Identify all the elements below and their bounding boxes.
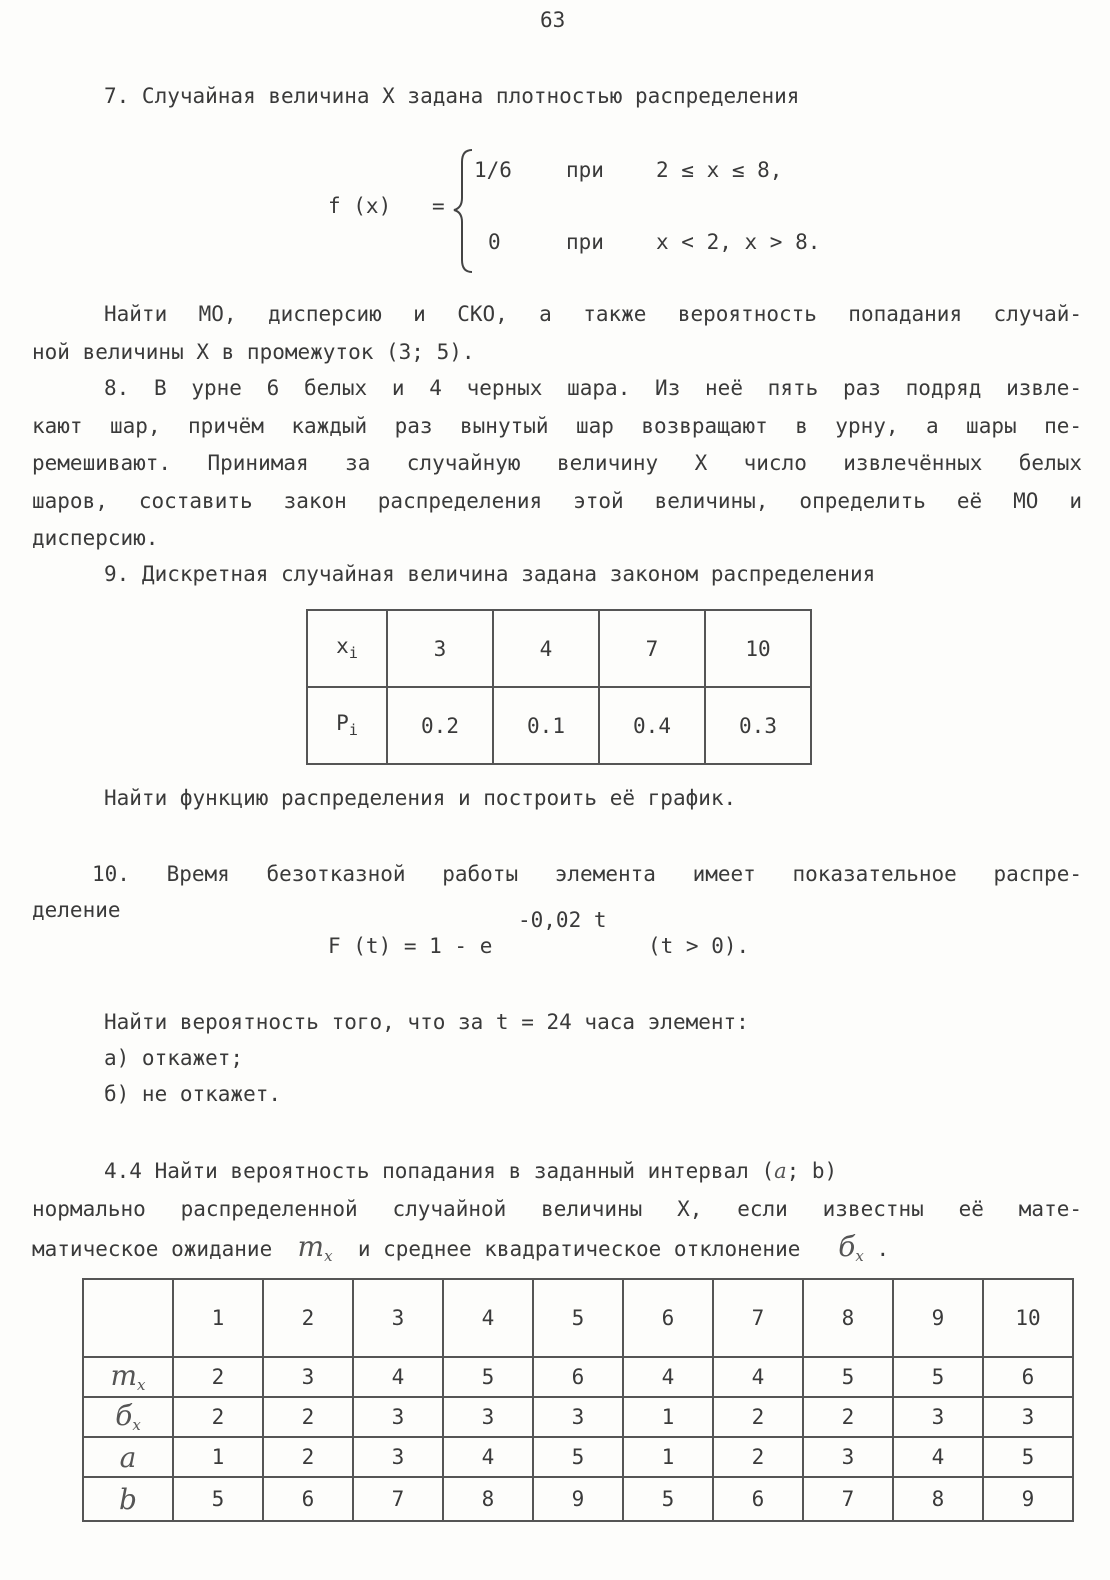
text-line: кают шар, причём каждый раз вынутый шар возвращают в урну, а шары пе-	[32, 413, 1082, 438]
table-cell: 4	[443, 1437, 533, 1477]
column-header: 1	[173, 1279, 263, 1357]
text-line: 8. В урне 6 белых и 4 черных шара. Из неё пять раз подряд извле-	[104, 376, 1082, 400]
table-row	[307, 610, 811, 687]
problem-7-intro: 7. Случайная величина X задана плотностью распределения	[104, 84, 800, 108]
table-cell: 0.3	[705, 687, 811, 764]
text-line: нормально распределенной случайной величины X, если известны её мате-	[32, 1197, 1082, 1221]
distribution-table	[306, 609, 812, 765]
table-cell: 2	[713, 1397, 803, 1437]
table-header-row	[83, 1279, 1073, 1357]
table-cell: 6	[533, 1357, 623, 1397]
table-cell: 0.4	[599, 687, 705, 764]
column-header: 4	[443, 1279, 533, 1357]
table-cell: 5	[623, 1477, 713, 1521]
table-cell: 9	[983, 1477, 1073, 1521]
column-header: 8	[803, 1279, 893, 1357]
table-row	[83, 1437, 1073, 1477]
table-cell: 2	[173, 1357, 263, 1397]
table-cell: 5	[533, 1437, 623, 1477]
text-line: матическое ожидание $m_x$ и среднее квадратическое отклонение $б_x$ .	[32, 1230, 890, 1266]
option-b: б) не откажет.	[104, 1082, 282, 1106]
case1-when: при	[566, 158, 604, 182]
column-header: 5	[533, 1279, 623, 1357]
table-cell: 9	[533, 1477, 623, 1521]
table-cell: 8	[893, 1477, 983, 1521]
problem-8	[32, 370, 1082, 558]
table-cell: 3	[803, 1437, 893, 1477]
row-header-b: b	[83, 1477, 173, 1521]
table-cell: 6	[713, 1477, 803, 1521]
row-header-mx: $m_x$	[83, 1357, 173, 1397]
option-a: а) откажет;	[104, 1046, 244, 1070]
table-row	[83, 1357, 1073, 1397]
case1-condition: 2 ≤ x ≤ 8,	[656, 158, 783, 182]
table-cell: 1	[623, 1397, 713, 1437]
column-header: 9	[893, 1279, 983, 1357]
table-cell: 7	[803, 1477, 893, 1521]
table-cell: 4	[893, 1437, 983, 1477]
page-number: 63	[540, 8, 566, 32]
table-cell: 4	[623, 1357, 713, 1397]
formula-exponent: -0,02 t	[518, 908, 607, 932]
text-line: 4.4 Найти вероятность попадания в заданный интервал (a; b)	[104, 1159, 838, 1183]
table-cell: 3	[893, 1397, 983, 1437]
table-cell: 5	[983, 1437, 1073, 1477]
table-cell: 1	[173, 1437, 263, 1477]
table-cell: 4	[713, 1357, 803, 1397]
table-cell: 5	[803, 1357, 893, 1397]
table-cell: 2	[173, 1397, 263, 1437]
table-cell: 4	[353, 1357, 443, 1397]
row-header-sx: $б_x$	[83, 1397, 173, 1437]
equals-sign: =	[432, 194, 445, 218]
table-cell: 2	[803, 1397, 893, 1437]
table-cell: 3	[533, 1397, 623, 1437]
column-header: 10	[983, 1279, 1073, 1357]
table-cell: 3	[263, 1357, 353, 1397]
table-row	[83, 1397, 1073, 1437]
formula-right: (t > 0).	[648, 934, 750, 958]
text-line: дисперсию.	[32, 526, 159, 550]
table-cell: 5	[443, 1357, 533, 1397]
problem-7-task	[32, 296, 1082, 371]
table-cell: 0.2	[387, 687, 493, 764]
case2-condition: x < 2, x > 8.	[656, 230, 821, 254]
problem-9-task: Найти функцию распределения и построить её график.	[104, 786, 737, 810]
case1-value: 1/6	[474, 158, 512, 182]
table-cell: 2	[263, 1397, 353, 1437]
table-cell: 3	[443, 1397, 533, 1437]
fx-label: f (x)	[328, 194, 392, 218]
table-cell: 4	[493, 610, 599, 687]
text-line: Найти МО, дисперсию и СКО, а также вероятность попадания случай-	[104, 302, 1082, 326]
problem-10-task: Найти вероятность того, что за t = 24 часа элемент:	[104, 1010, 749, 1034]
formula-left: F (t) = 1 - e	[328, 934, 493, 958]
problem-9-intro: 9. Дискретная случайная величина задана законом распределения	[104, 562, 876, 586]
table-cell: 2	[713, 1437, 803, 1477]
table-cell: 6	[263, 1477, 353, 1521]
row-header-x: $x_i$	[307, 610, 387, 687]
table-row	[307, 687, 811, 764]
text-line: шаров, составить закон распределения этой величины, определить её МО и	[32, 488, 1082, 513]
table-cell: 3	[353, 1397, 443, 1437]
column-header: 2	[263, 1279, 353, 1357]
text-line: ремешивают. Принимая за случайную величину X число извлечённых белых	[32, 451, 1082, 475]
parameters-table	[82, 1278, 1074, 1522]
column-header: 6	[623, 1279, 713, 1357]
table-cell: 3	[983, 1397, 1073, 1437]
text-line: 10. Время безотказной работы элемента имеет показательное распре-	[92, 862, 1082, 886]
row-header-a: a	[83, 1437, 173, 1477]
table-cell: 1	[623, 1437, 713, 1477]
table-cell: 3	[387, 610, 493, 687]
table-cell: 6	[983, 1357, 1073, 1397]
table-cell: 0.1	[493, 687, 599, 764]
table-cell: 7	[599, 610, 705, 687]
table-cell: 5	[173, 1477, 263, 1521]
table-cell: 8	[443, 1477, 533, 1521]
table-cell: 2	[263, 1437, 353, 1477]
table-cell: 10	[705, 610, 811, 687]
text-line: ной величины X в промежуток (3; 5).	[32, 339, 475, 364]
table-cell: 5	[893, 1357, 983, 1397]
table-row	[83, 1477, 1073, 1521]
case2-when: при	[566, 230, 604, 254]
table-cell: 3	[353, 1437, 443, 1477]
case2-value: 0	[488, 230, 501, 254]
text-line: деление	[32, 898, 121, 922]
corner-cell	[83, 1279, 173, 1357]
column-header: 3	[353, 1279, 443, 1357]
left-brace-icon	[448, 146, 476, 276]
row-header-p: $P_i$	[307, 687, 387, 764]
problem-4-4	[32, 1152, 1082, 1275]
column-header: 7	[713, 1279, 803, 1357]
table-cell: 7	[353, 1477, 443, 1521]
